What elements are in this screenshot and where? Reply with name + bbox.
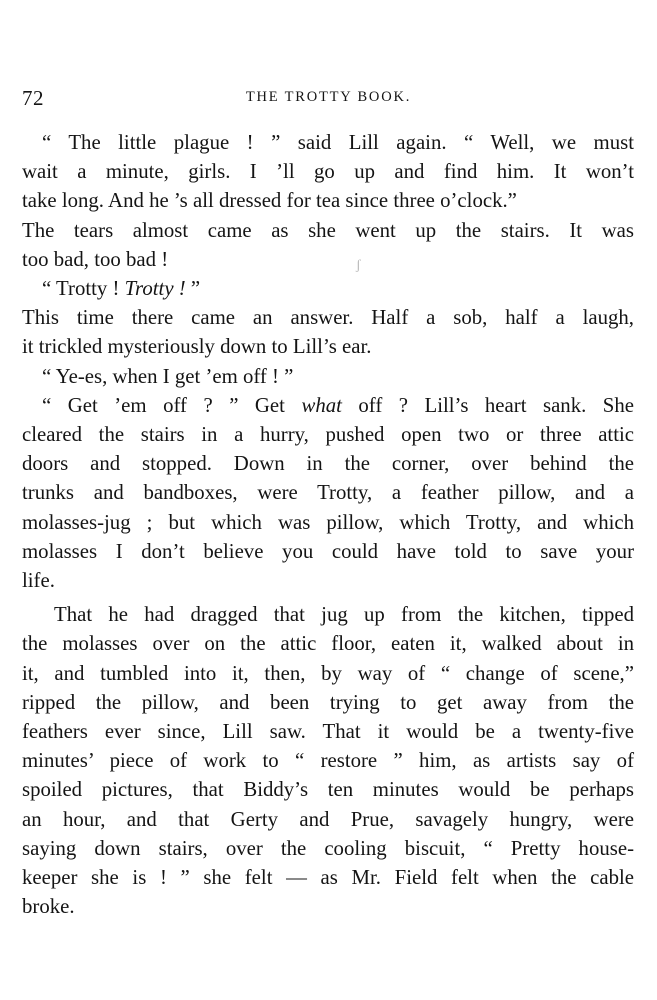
body-text (22, 128, 634, 921)
text-line: feathers ever since, Lill saw. That it would be a twenty-five (22, 720, 634, 744)
text-line: too bad, too bad ! (22, 247, 169, 271)
text-line: “ The little plague ! ” said Lill again. “ Well, we must (42, 131, 634, 154)
stray-mark: ʃ (356, 258, 361, 273)
text-line: it, and tumbled into it, then, by way of “ change of scene,” (22, 661, 634, 685)
emphasis-text: Trotty ! (124, 277, 186, 301)
paragraph (22, 303, 634, 361)
paragraph (22, 274, 634, 303)
text-line: ripped the pillow, and been trying to get away from the (22, 690, 634, 714)
text-line: wait a minute, girls. I ’ll go up and find him. It won’t (22, 160, 634, 184)
running-head: THE TROTTY BOOK. (245, 89, 412, 105)
text-line: cleared the stairs in a hurry, pushed open two or three attic (22, 423, 634, 447)
text-line: take long. And he ’s all dressed for tea since three o’clock.” (22, 189, 517, 213)
text-line (22, 274, 634, 303)
emphasis-text: what (301, 393, 342, 417)
text-line: it trickled mysteriously down to Lill’s ear. (22, 335, 372, 359)
text-line: doors and stopped. Down in the corner, over behind the (22, 452, 634, 476)
text-line: keeper she is ! ” she felt — as Mr. Field felt when the cable (22, 866, 634, 890)
text-line: “ Ye-es, when I get ’em off ! ” (42, 364, 294, 388)
text-line: trunks and bandboxes, were Trotty, a feather pillow, and a (22, 481, 634, 505)
text-line: saying down stairs, over the cooling biscuit, “ Pretty house- (22, 836, 634, 860)
text-line: molasses I don’t believe you could have told to save your (22, 539, 634, 563)
paragraph (22, 128, 634, 216)
text-line: molasses-jug ; but which was pillow, which Trotty, and which (22, 510, 634, 534)
paragraph (22, 362, 634, 391)
text-line: The tears almost came as she went up the stairs. It was (22, 218, 634, 242)
paragraph (22, 216, 634, 274)
text-line: the molasses over on the attic floor, eaten it, walked about in (22, 632, 634, 656)
paragraph (22, 391, 634, 595)
text-line: life. (22, 569, 55, 593)
text-line: That he had dragged that jug up from the kitchen, tipped (54, 603, 634, 627)
paragraph (22, 600, 634, 921)
text-run: “ Trotty ! (42, 277, 125, 301)
text-line (22, 391, 634, 420)
text-run: “ Get ’em off ? ” Get (42, 393, 302, 417)
text-line: an hour, and that Gerty and Prue, savagely hungry, were (22, 807, 634, 831)
text-line: spoiled pictures, that Biddy’s ten minutes would be perhaps (22, 778, 634, 802)
page-number: 72 (22, 86, 44, 110)
page-header (22, 86, 635, 112)
text-line: broke. (22, 895, 75, 919)
text-run: off ? Lill’s heart sank. She (341, 393, 634, 417)
text-run: ” (185, 277, 201, 301)
text-line: minutes’ piece of work to “ restore ” him, as artists say of (22, 749, 634, 773)
text-line: This time there came an answer. Half a sob, half a laugh, (22, 306, 634, 330)
